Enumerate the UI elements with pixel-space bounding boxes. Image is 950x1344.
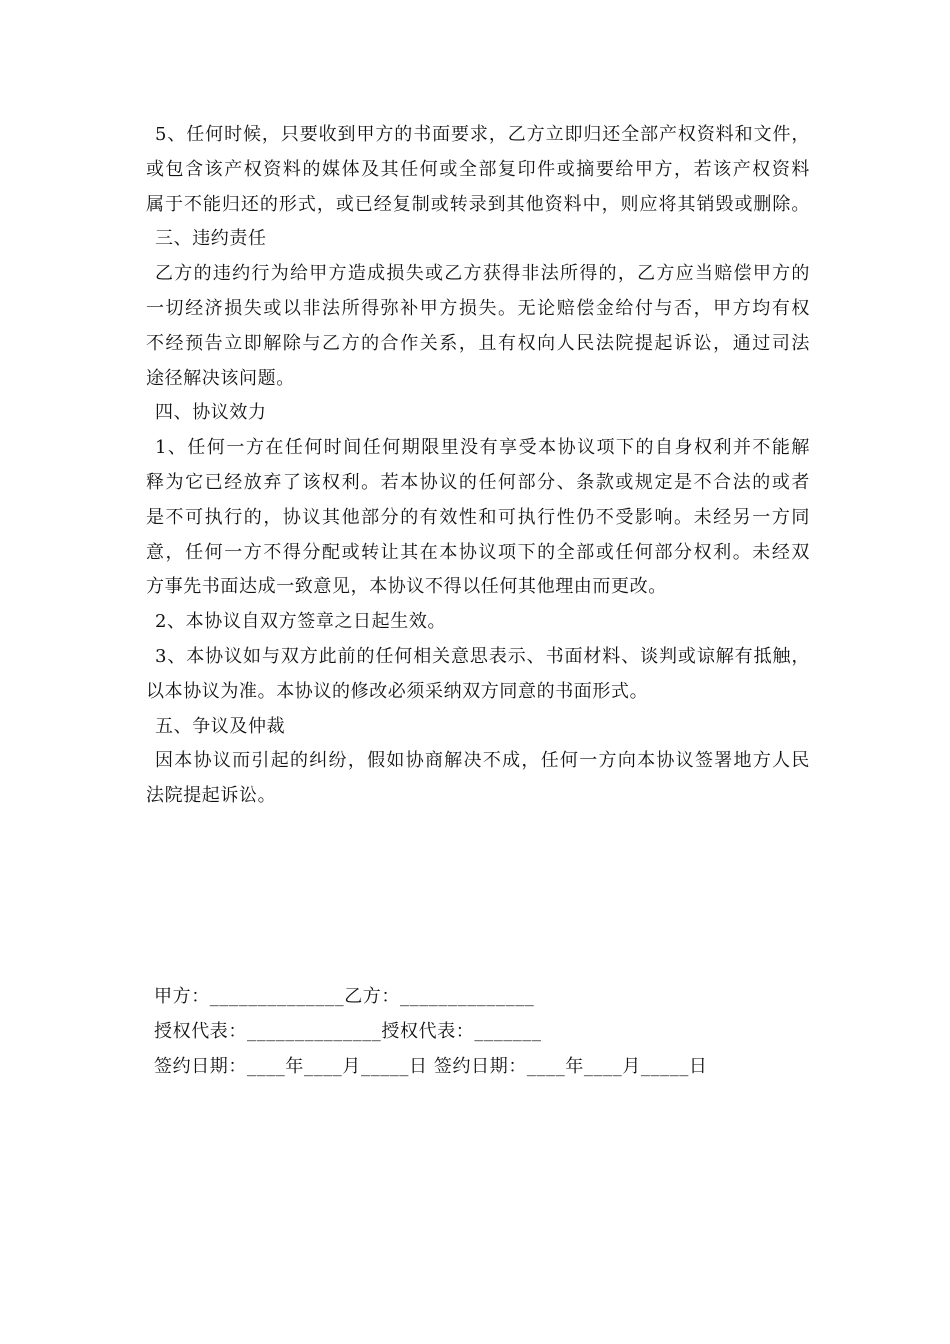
effect-1-line-3: 是不可执行的，协议其他部分的有效性和可执行性仍不受影响。未经另一方同 [146, 506, 810, 528]
breach-line-4: 途径解决该问题。 [146, 367, 295, 389]
effect-1-line-5: 方事先书面达成一致意见，本协议不得以任何其他理由而更改。 [146, 576, 667, 598]
dispute-line-1: 因本协议而引起的纠纷，假如协商解决不成，任何一方向本协议签署地方人民 [155, 750, 810, 772]
signature-parties: 甲方：______________乙方：______________ [154, 986, 535, 1007]
heading-dispute-arbitration: 五、争议及仲裁 [155, 715, 286, 737]
clause-5-line-2: 或包含该产权资料的媒体及其任何或全部复印件或摘要给甲方，若该产权资料 [146, 158, 810, 180]
breach-line-3: 不经预告立即解除与乙方的合作关系，且有权向人民法院提起诉讼，通过司法 [146, 332, 810, 354]
effect-2-line-1: 2、本协议自双方签章之日起生效。 [155, 611, 447, 633]
heading-breach-liability: 三、违约责任 [155, 228, 267, 250]
effect-3-line-1: 3、本协议如与双方此前的任何相关意思表示、书面材料、谈判或谅解有抵触， [155, 645, 810, 667]
effect-1-line-4: 意，任何一方不得分配或转让其在本协议项下的全部或任何部分权利。未经双 [146, 541, 810, 563]
clause-5-line-3: 属于不能归还的形式，或已经复制或转录到其他资料中，则应将其销毁或删除。 [146, 193, 810, 215]
signature-representatives: 授权代表：______________授权代表：_______ [154, 1020, 542, 1042]
clause-5-line-1: 5、任何时候，只要收到甲方的书面要求，乙方立即归还全部产权资料和文件， [155, 124, 810, 145]
signature-block [154, 980, 794, 1084]
effect-1-line-2: 释为它已经放弃了该权利。若本协议的任何部分、条款或规定是不合法的或者 [146, 471, 810, 493]
heading-agreement-effect: 四、协议效力 [155, 402, 267, 424]
breach-line-2: 一切经济损失或以非法所得弥补甲方损失。无论赔偿金给付与否，甲方均有权 [146, 297, 810, 319]
breach-line-1: 乙方的违约行为给甲方造成损失或乙方获得非法所得的，乙方应当赔偿甲方的 [155, 263, 810, 285]
effect-1-line-1: 1、任何一方在任何时间任何期限里没有享受本协议项下的自身权利并不能解 [155, 437, 810, 459]
document-body [146, 118, 810, 814]
signature-dates: 签约日期：____年____月_____日 签约日期：____年____月_____日 [154, 1055, 708, 1077]
effect-3-line-2: 以本协议为准。本协议的修改必须采纳双方同意的书面形式。 [146, 680, 649, 702]
dispute-line-2: 法院提起诉讼。 [146, 785, 277, 807]
